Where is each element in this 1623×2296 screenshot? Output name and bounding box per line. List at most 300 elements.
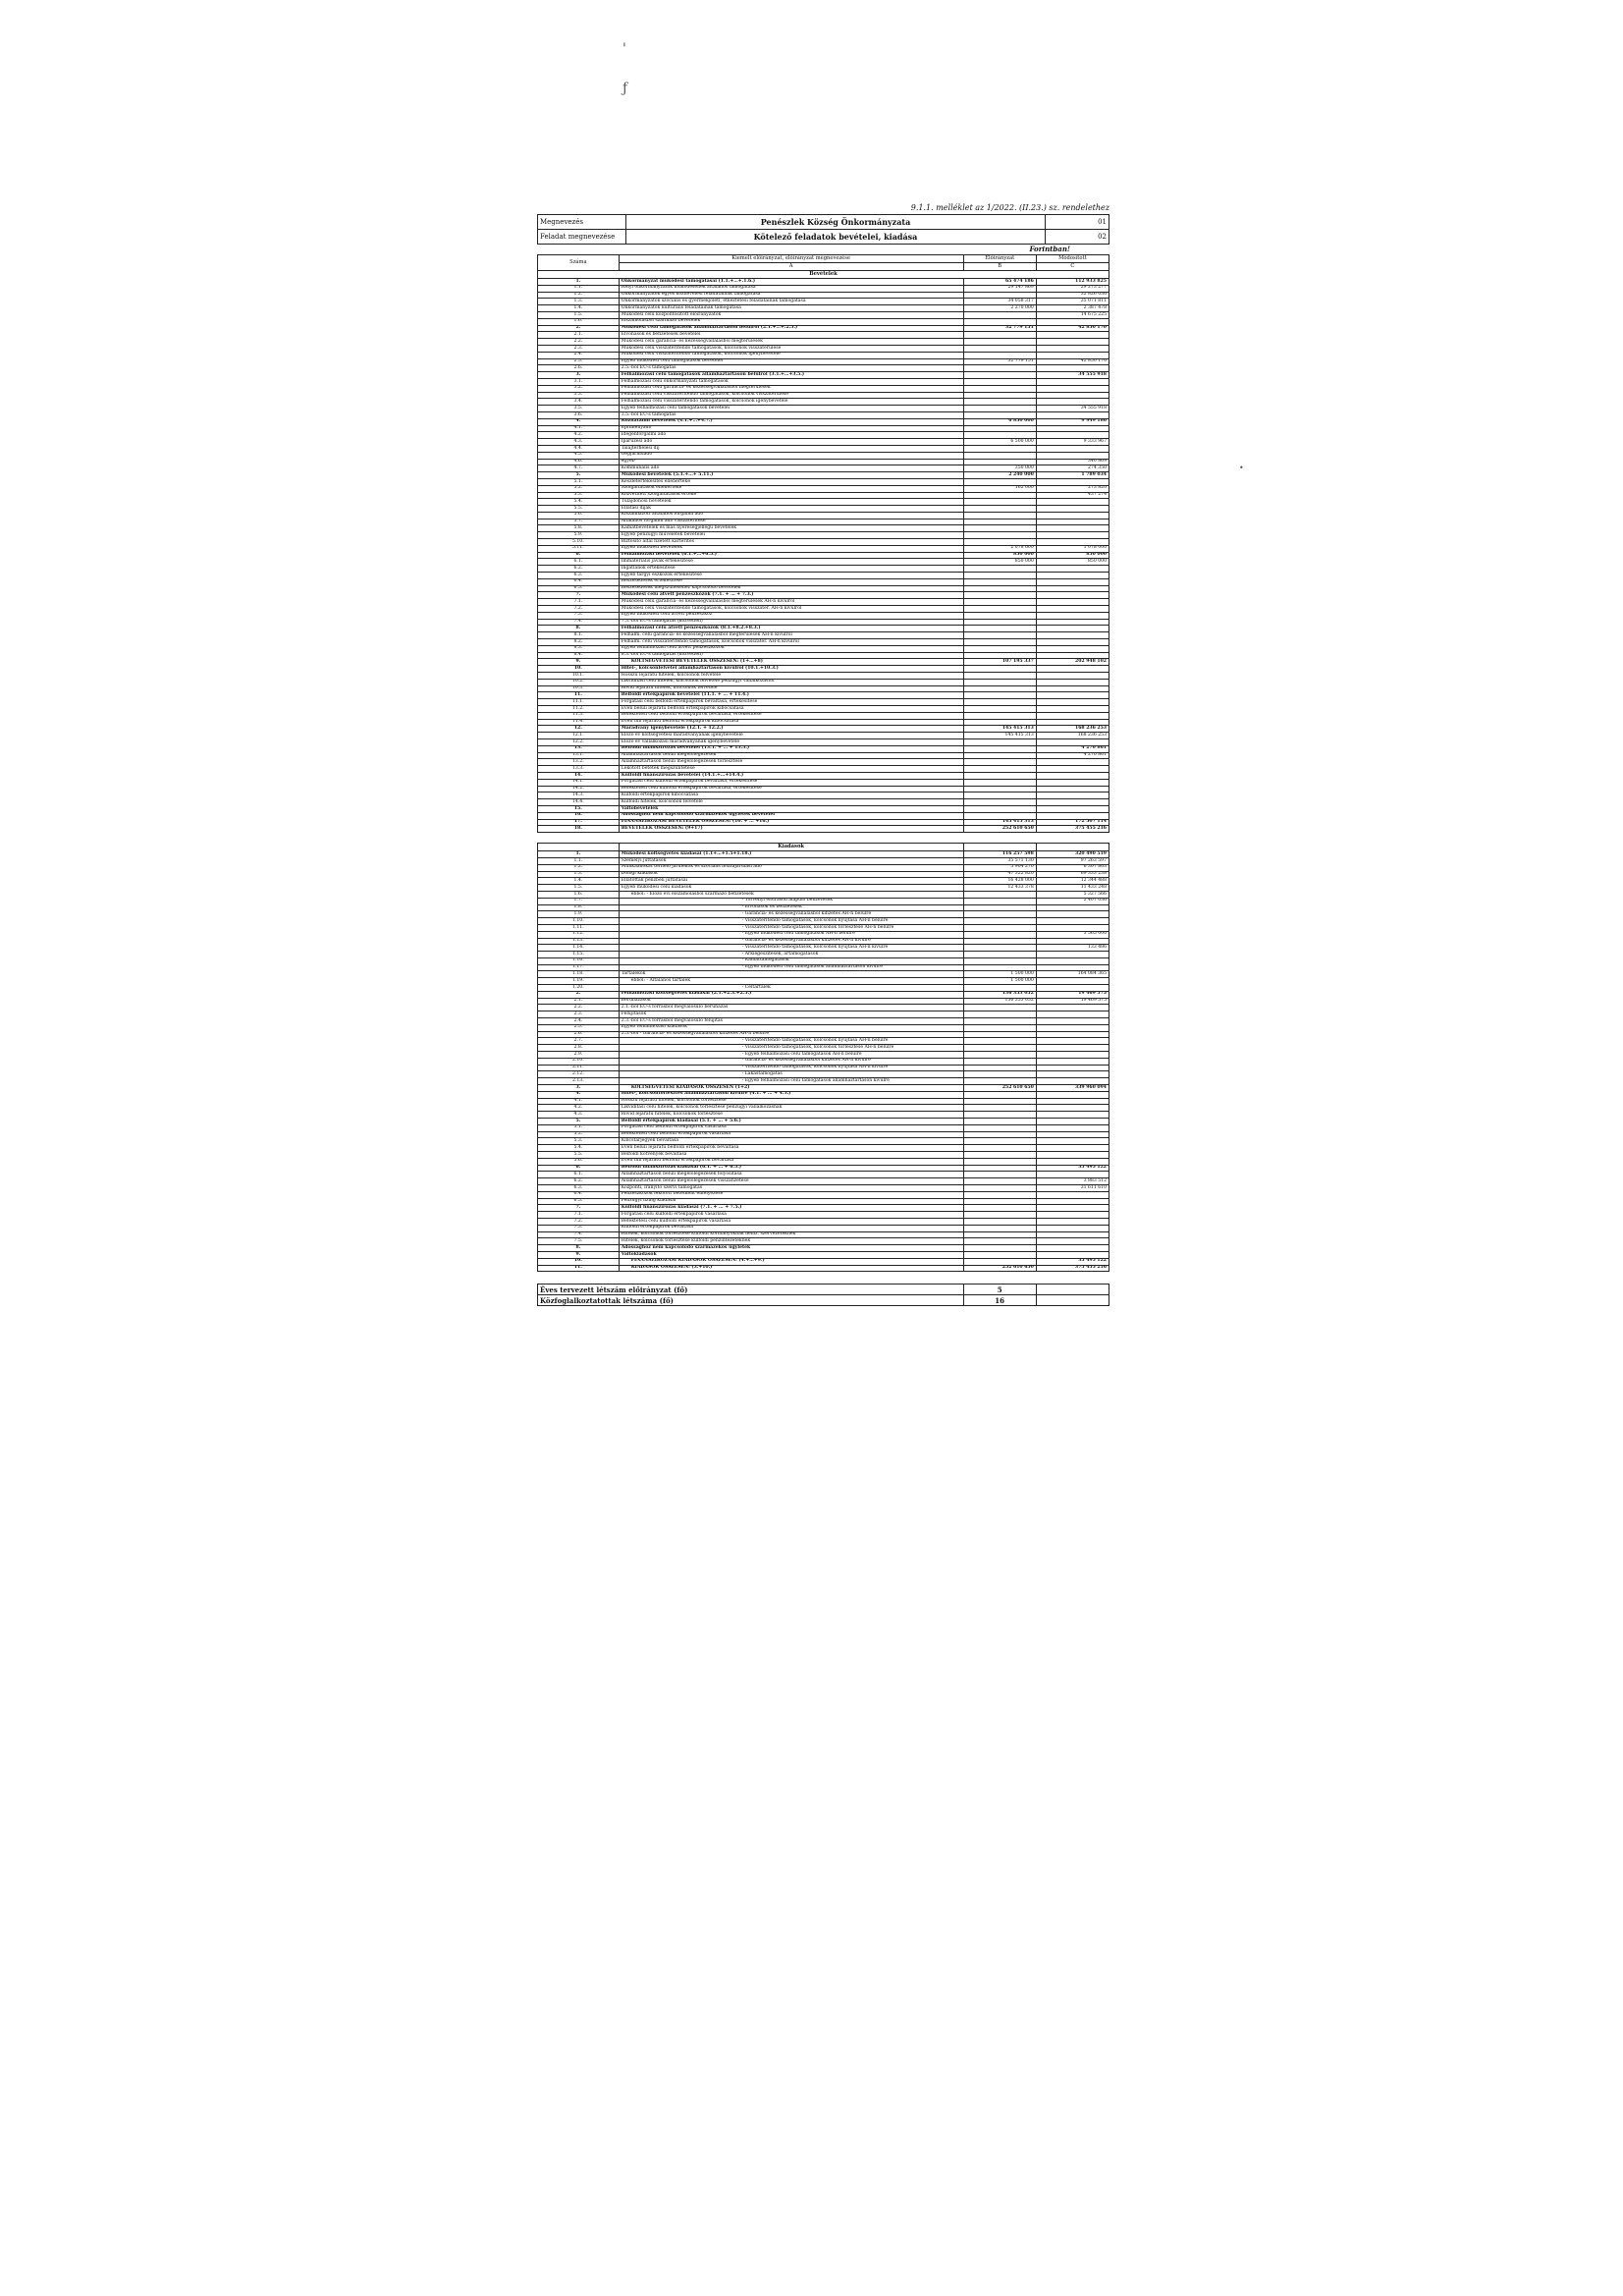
row-modified: 35 071 811 bbox=[1036, 299, 1109, 305]
row-label: Közvetített szolgáltatások értéke bbox=[619, 492, 963, 499]
row-modified bbox=[1036, 318, 1109, 325]
row-label: 2.3.-ből EU-s forrásból megvalósuló felújítás bbox=[619, 1018, 963, 1025]
revenue-row bbox=[538, 485, 1109, 492]
row-modified: 31 611 610 bbox=[1036, 1184, 1109, 1191]
row-label: Államháztartáson belüli megelőlegezések bbox=[619, 752, 963, 759]
col-letter-b: B bbox=[963, 263, 1036, 271]
row-number: 2.5. bbox=[538, 1024, 620, 1031]
expense-row bbox=[538, 1119, 1109, 1125]
row-number: 12.1. bbox=[538, 733, 620, 739]
row-modified: 35 495 122 bbox=[1036, 1165, 1109, 1172]
row-budget bbox=[963, 1238, 1036, 1245]
revenue-row bbox=[538, 392, 1109, 399]
revenue-row bbox=[538, 499, 1109, 506]
row-number: 5.2. bbox=[538, 485, 620, 492]
row-label: Adóssághoz nem kapcsolódó származékos ügyletek bevételei bbox=[619, 812, 963, 819]
row-modified bbox=[1036, 525, 1109, 532]
revenue-row bbox=[538, 679, 1109, 685]
row-budget: 16 428 000 bbox=[963, 878, 1036, 885]
row-modified: 12 344 488 bbox=[1036, 878, 1109, 885]
row-number: 7.1. bbox=[538, 599, 620, 606]
row-modified: 97 263 597 bbox=[1036, 857, 1109, 864]
row-modified bbox=[1036, 1119, 1109, 1125]
row-modified: 34 555 918 bbox=[1036, 372, 1109, 379]
row-budget bbox=[963, 1178, 1036, 1185]
expense-row bbox=[538, 1258, 1109, 1265]
row-number: 14.4. bbox=[538, 799, 620, 806]
row-modified bbox=[1036, 957, 1109, 964]
row-label: Felhalmozási bevételek (6.1.+…+6.5.) bbox=[619, 552, 963, 559]
row-budget: 252 610 650 bbox=[963, 1085, 1036, 1092]
row-number: 4.1. bbox=[538, 1098, 620, 1105]
row-budget: 850 000 bbox=[963, 552, 1036, 559]
row-modified bbox=[1036, 692, 1109, 699]
row-budget bbox=[963, 1152, 1036, 1159]
row-number: 1.9. bbox=[538, 911, 620, 918]
row-modified bbox=[1036, 1071, 1109, 1078]
row-budget bbox=[963, 492, 1036, 499]
row-number: 9. bbox=[538, 1251, 620, 1258]
row-label: Éven belüli lejáratú belföldi értékpapírok kibocsátása bbox=[619, 706, 963, 713]
row-budget bbox=[963, 385, 1036, 392]
row-modified bbox=[1036, 1024, 1109, 1031]
row-budget bbox=[963, 399, 1036, 406]
expense-row bbox=[538, 1138, 1109, 1145]
row-label: Talajterhelési díj bbox=[619, 445, 963, 452]
row-number: 5. bbox=[538, 1119, 620, 1125]
scan-mark: ' bbox=[622, 41, 626, 57]
row-budget bbox=[963, 1172, 1036, 1178]
expense-row bbox=[538, 924, 1109, 931]
row-label: Ingatlanok értékesítése bbox=[619, 566, 963, 573]
row-label: - Garancia- és kezességvállalásból kifizetés ÁH-n kívülre bbox=[619, 1058, 963, 1065]
row-number: 2.4. bbox=[538, 352, 620, 358]
row-label: - Garancia- és kezességvállalásból kifizetés ÁH-n kívülre bbox=[619, 938, 963, 945]
row-label: - Elvonások és befizetések bbox=[619, 904, 963, 911]
row-label: Egyéb működési célú átvett pénzeszköz bbox=[619, 612, 963, 619]
row-number: 1. bbox=[538, 851, 620, 858]
row-label: Működési költségvetés kiadásai (1.1+…+1.5+1.18.) bbox=[619, 851, 963, 858]
row-budget bbox=[963, 1119, 1036, 1125]
row-number: 3.1. bbox=[538, 378, 620, 385]
row-label: Belföldi finanszírozás bevételei (13.1. + … + 13.3.) bbox=[619, 745, 963, 752]
row-budget bbox=[963, 332, 1036, 339]
row-number: 11.1. bbox=[538, 699, 620, 706]
row-modified: 35 495 122 bbox=[1036, 1258, 1109, 1265]
row-budget bbox=[963, 904, 1036, 911]
row-budget: 32 779 151 bbox=[963, 325, 1036, 332]
expense-row bbox=[538, 964, 1109, 971]
row-budget: 2 270 000 bbox=[963, 305, 1036, 312]
row-modified bbox=[1036, 612, 1109, 619]
row-modified bbox=[1036, 339, 1109, 346]
row-modified: 2 387 478 bbox=[1036, 305, 1109, 312]
row-budget bbox=[963, 1138, 1036, 1145]
row-label: Egyéb felhalmozási célú támogatások bevételei bbox=[619, 406, 963, 412]
row-label: - Visszatérítendő támogatások, kölcsönök törlesztése ÁH-n belülre bbox=[619, 1045, 963, 1052]
row-budget bbox=[963, 1231, 1036, 1238]
row-number: 1.13. bbox=[538, 938, 620, 945]
row-number: 1.16. bbox=[538, 957, 620, 964]
row-number: 5.1. bbox=[538, 478, 620, 485]
staff-blank bbox=[1036, 1285, 1109, 1295]
row-number: 1.17. bbox=[538, 964, 620, 971]
row-budget bbox=[963, 652, 1036, 659]
megnevezes-code: 01 bbox=[1046, 215, 1109, 230]
expense-row bbox=[538, 1225, 1109, 1231]
row-modified: 1 078 000 bbox=[1036, 545, 1109, 552]
expense-section-title: Kiadások bbox=[619, 844, 963, 851]
revenue-row bbox=[538, 378, 1109, 385]
row-number: 2.4. bbox=[538, 1018, 620, 1025]
row-budget bbox=[963, 352, 1036, 358]
row-number: 5.5. bbox=[538, 1152, 620, 1159]
row-label: 2.5.-ből - Garancia- és kezességvállalásból kifizetés ÁH-n belülre bbox=[619, 1031, 963, 1038]
row-label: Forgatási célú belföldi értékpapírok beváltása, értékesítése bbox=[619, 699, 963, 706]
row-modified bbox=[1036, 918, 1109, 925]
row-number: 4.2. bbox=[538, 432, 620, 439]
expense-row bbox=[538, 904, 1109, 911]
revenue-row bbox=[538, 399, 1109, 406]
row-budget bbox=[963, 1251, 1036, 1258]
row-number: 2.3. bbox=[538, 345, 620, 352]
row-budget: 162 000 bbox=[963, 485, 1036, 492]
row-budget: 252 610 650 bbox=[963, 826, 1036, 833]
expense-row bbox=[538, 1105, 1109, 1112]
staff-value: 16 bbox=[963, 1295, 1036, 1306]
row-label: Egyéb működési célú támogatások bevételei bbox=[619, 358, 963, 365]
row-number: 1.19. bbox=[538, 978, 620, 985]
row-modified bbox=[1036, 411, 1109, 418]
expense-row bbox=[538, 1011, 1109, 1018]
row-number: 5.4. bbox=[538, 499, 620, 506]
expense-row bbox=[538, 1045, 1109, 1052]
revenue-row bbox=[538, 745, 1109, 752]
revenue-row bbox=[538, 738, 1109, 745]
row-label: Államháztartáson belüli megelőlegezések visszafizetése bbox=[619, 1178, 963, 1185]
row-budget bbox=[963, 1091, 1036, 1098]
row-budget: 29 147 869 bbox=[963, 285, 1036, 292]
row-label: - Visszatérítendő támogatások, kölcsönök nyújtása ÁH-n belülre bbox=[619, 1038, 963, 1045]
row-label: Hosszú lejáratú hitelek, kölcsönök törlesztése bbox=[619, 1098, 963, 1105]
row-budget bbox=[963, 957, 1036, 964]
row-number: 6.5. bbox=[538, 585, 620, 592]
row-label: Forgatási célú belföldi értékpapírok vásárlása bbox=[619, 1124, 963, 1131]
row-label: Éven túli lejáratú belföldi értékpapírok beváltása bbox=[619, 1158, 963, 1165]
row-budget bbox=[963, 632, 1036, 639]
row-label: Belföldi értékpapírok kiadásai (5.1. + … + 5.6.) bbox=[619, 1119, 963, 1125]
row-label: Váltókiadások bbox=[619, 1251, 963, 1258]
revenue-row bbox=[538, 525, 1109, 532]
row-number: 2.9. bbox=[538, 1052, 620, 1059]
row-modified bbox=[1036, 706, 1109, 713]
row-number: 2.2. bbox=[538, 1005, 620, 1011]
row-label: Működési célú visszatérítendő támogatások, kölcsönök visszatérülése bbox=[619, 345, 963, 352]
row-modified bbox=[1036, 1112, 1109, 1119]
row-modified bbox=[1036, 964, 1109, 971]
expense-row bbox=[538, 1251, 1109, 1258]
row-label: Egyéb tárgyi eszközök értékesítése bbox=[619, 573, 963, 579]
row-number: 11. bbox=[538, 692, 620, 699]
row-number: 2. bbox=[538, 325, 620, 332]
row-budget bbox=[963, 1052, 1036, 1059]
row-number: 7. bbox=[538, 592, 620, 599]
row-modified bbox=[1036, 1045, 1109, 1052]
row-number: 18. bbox=[538, 826, 620, 833]
revenue-row bbox=[538, 699, 1109, 706]
row-modified: 375 455 216 bbox=[1036, 1265, 1109, 1272]
row-budget bbox=[963, 706, 1036, 713]
row-label: Hitelek, kölcsönök törlesztése külföldi kormányoknak nemz. szervezeteknek bbox=[619, 1231, 963, 1238]
row-modified: 4 270 861 bbox=[1036, 752, 1109, 759]
expense-row bbox=[538, 1205, 1109, 1212]
row-number: 14. bbox=[538, 772, 620, 779]
row-budget bbox=[963, 799, 1036, 806]
row-label: 3.5.-ből EU-s támogatás bbox=[619, 411, 963, 418]
row-modified: 273 820 bbox=[1036, 485, 1109, 492]
row-number: 5.3. bbox=[538, 1138, 620, 1145]
row-modified bbox=[1036, 1218, 1109, 1225]
row-budget bbox=[963, 1218, 1036, 1225]
row-modified bbox=[1036, 365, 1109, 372]
revenue-row bbox=[538, 619, 1109, 626]
row-label: Személyi juttatások bbox=[619, 857, 963, 864]
expense-title-blank bbox=[963, 844, 1036, 851]
row-number: 1.10. bbox=[538, 918, 620, 925]
row-modified: 11 433 248 bbox=[1036, 885, 1109, 892]
row-modified: 2 407 036 bbox=[1036, 898, 1109, 904]
revenue-row bbox=[538, 406, 1109, 412]
row-number: 3.6. bbox=[538, 411, 620, 418]
row-budget bbox=[963, 478, 1036, 485]
row-modified: 29 273 277 bbox=[1036, 285, 1109, 292]
row-number: 10.1. bbox=[538, 673, 620, 680]
row-label: Dologi kiadások bbox=[619, 871, 963, 878]
row-label: Biztosító által fizetett kártérítés bbox=[619, 539, 963, 546]
row-budget bbox=[963, 786, 1036, 793]
row-budget bbox=[963, 1005, 1036, 1011]
row-budget bbox=[963, 645, 1036, 652]
row-budget: 136 353 052 bbox=[963, 998, 1036, 1005]
row-budget bbox=[963, 931, 1036, 938]
row-number: 1.3. bbox=[538, 871, 620, 878]
row-budget: 107 195 337 bbox=[963, 659, 1036, 666]
revenue-row bbox=[538, 512, 1109, 519]
revenue-table bbox=[537, 254, 1109, 833]
expense-row bbox=[538, 938, 1109, 945]
row-number: 8.3. bbox=[538, 645, 620, 652]
row-number: 5.2. bbox=[538, 1131, 620, 1138]
row-modified: 34 555 918 bbox=[1036, 406, 1109, 412]
row-number: 1.4. bbox=[538, 305, 620, 312]
row-number: 7.1. bbox=[538, 1212, 620, 1219]
row-budget bbox=[963, 805, 1036, 812]
row-number: 10.3. bbox=[538, 685, 620, 692]
row-budget bbox=[963, 985, 1036, 992]
staff-blank bbox=[1036, 1295, 1109, 1306]
row-label: Pénzügyi lízing kiadásai bbox=[619, 1198, 963, 1205]
row-budget: 35 571 130 bbox=[963, 857, 1036, 864]
row-label: Felújítások bbox=[619, 1011, 963, 1018]
row-label: BEVÉTELEK ÖSSZESEN: (9+17) bbox=[619, 826, 963, 833]
row-label: ebből: - Előző évi elszámolásból származó befizetések bbox=[619, 891, 963, 898]
row-label: Központi, irányító szervi támogatás bbox=[619, 1184, 963, 1191]
row-modified bbox=[1036, 699, 1109, 706]
revenue-row bbox=[538, 719, 1109, 726]
revenue-row bbox=[538, 539, 1109, 546]
row-budget: 1 500 000 bbox=[963, 978, 1036, 985]
row-label: Kincstárjegyek beváltása bbox=[619, 1138, 963, 1145]
revenue-row bbox=[538, 606, 1109, 613]
row-label: Tulajdonosi bevételek bbox=[619, 499, 963, 506]
row-modified bbox=[1036, 938, 1109, 945]
row-modified bbox=[1036, 606, 1109, 613]
row-budget bbox=[963, 1098, 1036, 1105]
row-number: 1.2. bbox=[538, 864, 620, 871]
revenue-row bbox=[538, 459, 1109, 465]
row-label: Készletértékesítés ellenértéke bbox=[619, 478, 963, 485]
row-number: 5.7. bbox=[538, 519, 620, 525]
row-budget bbox=[963, 812, 1036, 819]
row-modified: 69 333 238 bbox=[1036, 871, 1109, 878]
row-modified bbox=[1036, 632, 1109, 639]
row-budget bbox=[963, 506, 1036, 513]
row-budget bbox=[963, 692, 1036, 699]
row-budget bbox=[963, 1112, 1036, 1119]
row-modified bbox=[1036, 911, 1109, 918]
expense-row bbox=[538, 1218, 1109, 1225]
row-number: 5.1. bbox=[538, 1124, 620, 1131]
expense-row bbox=[538, 1052, 1109, 1059]
staff-row bbox=[538, 1295, 1109, 1306]
revenue-row bbox=[538, 299, 1109, 305]
row-modified: 42 850 170 bbox=[1036, 325, 1109, 332]
row-number: 8. bbox=[538, 626, 620, 632]
row-label: FINANSZÍROZÁSI BEVÉTELEK ÖSSZESEN: (10. + … +16.) bbox=[619, 819, 963, 826]
row-label: Felhalmozási célú garancia- és kezességvállalásból megtérülések bbox=[619, 385, 963, 392]
row-modified bbox=[1036, 626, 1109, 632]
row-modified bbox=[1036, 512, 1109, 519]
revenue-row bbox=[538, 659, 1109, 666]
row-label: Tartalékok bbox=[619, 971, 963, 978]
row-modified: 202 948 102 bbox=[1036, 659, 1109, 666]
row-number: 2.8. bbox=[538, 1045, 620, 1052]
row-number: 4. bbox=[538, 418, 620, 425]
row-label: - Garancia- és kezességvállalásból kifizetés ÁH-n belülre bbox=[619, 911, 963, 918]
header-table bbox=[537, 214, 1109, 245]
revenue-row bbox=[538, 311, 1109, 318]
row-modified: 375 455 216 bbox=[1036, 826, 1109, 833]
expense-row bbox=[538, 1184, 1109, 1191]
row-number: 8. bbox=[538, 1245, 620, 1252]
row-number: 2.1. bbox=[538, 332, 620, 339]
row-budget bbox=[963, 512, 1036, 519]
revenue-row bbox=[538, 759, 1109, 766]
row-modified bbox=[1036, 1098, 1109, 1105]
row-number: 6.3. bbox=[538, 573, 620, 579]
row-label: Kiszámlázott általános forgalmi adó bbox=[619, 512, 963, 519]
row-modified bbox=[1036, 1131, 1109, 1138]
row-label: - Egyéb felhalmozási célú támogatások államháztartáson kívülre bbox=[619, 1078, 963, 1085]
revenue-section-title: Bevételek bbox=[538, 271, 1109, 279]
row-label: Kommunális adó bbox=[619, 465, 963, 472]
row-number: 6. bbox=[538, 552, 620, 559]
row-label: 2.1.-ből EU-s forrásból megvalósuló beruházás bbox=[619, 1005, 963, 1011]
revenue-row bbox=[538, 772, 1109, 779]
expense-title-blank bbox=[1036, 844, 1109, 851]
row-budget bbox=[963, 1158, 1036, 1165]
expense-row bbox=[538, 957, 1109, 964]
row-label: Felhalmozási célú visszatérítendő támogatások, kölcsönök igénybevétele bbox=[619, 399, 963, 406]
revenue-row bbox=[538, 432, 1109, 439]
row-number: 6.4. bbox=[538, 1191, 620, 1198]
row-budget bbox=[963, 1205, 1036, 1212]
row-number: 5.9. bbox=[538, 532, 620, 539]
row-budget bbox=[963, 719, 1036, 726]
scan-mark: ƒ bbox=[622, 81, 628, 96]
row-label: Likviditási célú hitelek, kölcsönök felvétele pénzügyi vállalkozástól bbox=[619, 679, 963, 685]
row-number: 6.2. bbox=[538, 566, 620, 573]
revenue-row bbox=[538, 492, 1109, 499]
row-budget: 1 500 000 bbox=[963, 971, 1036, 978]
row-budget bbox=[963, 406, 1036, 412]
revenue-row bbox=[538, 352, 1109, 358]
row-number: 4.3. bbox=[538, 1112, 620, 1119]
row-number: 1.5. bbox=[538, 311, 620, 318]
row-modified bbox=[1036, 1065, 1109, 1071]
row-budget bbox=[963, 772, 1036, 779]
row-modified bbox=[1036, 673, 1109, 680]
row-label: Önkormányzatok kulturális feladatainak támogatása bbox=[619, 305, 963, 312]
row-number: 7.3. bbox=[538, 1225, 620, 1231]
row-number: 11. bbox=[538, 1265, 620, 1272]
revenue-row bbox=[538, 545, 1109, 552]
row-modified: 850 000 bbox=[1036, 552, 1109, 559]
row-modified: 133 486 bbox=[1036, 945, 1109, 952]
row-label: - Visszatérítendő támogatások, kölcsönök törlesztése ÁH-n belülre bbox=[619, 924, 963, 931]
revenue-row bbox=[538, 506, 1109, 513]
row-modified bbox=[1036, 566, 1109, 573]
row-number: 7.2. bbox=[538, 1218, 620, 1225]
row-budget bbox=[963, 766, 1036, 773]
row-label: Helyi önkormányzatok működésének általános támogatása bbox=[619, 285, 963, 292]
col-letter-c: C bbox=[1036, 263, 1109, 271]
row-modified: 168 236 253 bbox=[1036, 726, 1109, 733]
expense-row bbox=[538, 864, 1109, 871]
revenue-row bbox=[538, 439, 1109, 446]
row-label: Felhalm. célú visszatérítendő támogatások, kölcsönök visszatér. ÁH-n kívülről bbox=[619, 639, 963, 646]
row-modified bbox=[1036, 519, 1109, 525]
row-budget bbox=[963, 372, 1036, 379]
staff-table bbox=[537, 1284, 1109, 1306]
row-label: Befektetési célú belföldi értékpapírok beváltása, értékesítése bbox=[619, 712, 963, 719]
row-budget bbox=[963, 1105, 1036, 1112]
row-label: Közhatalmi bevételek (4.1.+…+4.7.) bbox=[619, 418, 963, 425]
row-label: Éven belüli lejáratú belföldi értékpapírok beváltása bbox=[619, 1145, 963, 1152]
row-label: - Egyéb felhalmozási célú támogatások ÁH-n belülre bbox=[619, 1052, 963, 1059]
row-label: Váltóbevételek bbox=[619, 805, 963, 812]
row-label: Önkormányzatok egyes köznevelési feladatainak támogatása bbox=[619, 292, 963, 299]
revenue-row bbox=[538, 425, 1109, 432]
feladat-value: Kötelező feladatok bevételei, kiadása bbox=[626, 230, 1046, 245]
budget-sheet bbox=[537, 201, 1109, 1306]
staff-label: Éves tervezett létszám előirányzat (fő) bbox=[538, 1285, 964, 1295]
row-label: Kamatbevételek és más nyereségjellegű bevételek bbox=[619, 525, 963, 532]
row-label: Hitelek, kölcsönök törlesztése külföldi pénzintézeteknek bbox=[619, 1238, 963, 1245]
row-number: 7. bbox=[538, 1205, 620, 1212]
row-number: 10.2. bbox=[538, 679, 620, 685]
row-label: - Árkiegészítések, ártámogatások bbox=[619, 952, 963, 958]
